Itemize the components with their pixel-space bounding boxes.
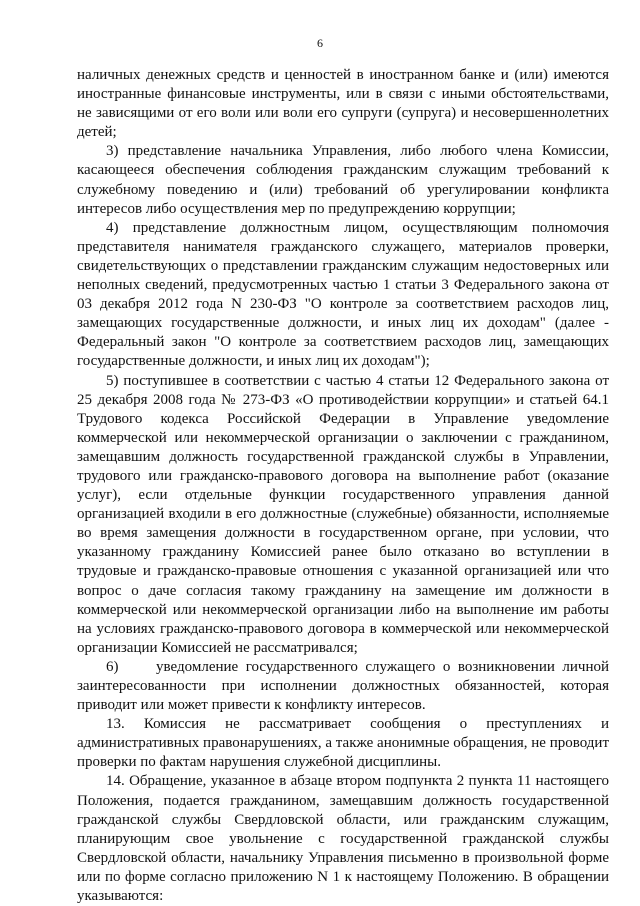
paragraph-item-4: 4) представление должностным лицом, осуществляющим полномочия представителя нанимателя гражданского служащего, материалов проверки, свидетельствующих о представлении гражданским служащим недостоверных или неполных сведений, предусмотренных частью 1 статьи 3 Федерального закона от 03 декабря 2012 года N 230-ФЗ "О контроле за соответствием расходов лиц, замещающих государственные должности, и иных лиц их доходам" (далее - Федеральный закон "О контроле за соответствием расходов лиц, замещающих государственные должности, и иных лиц их доходам"); — [77, 219, 609, 370]
paragraph-clause-14: 14. Обращение, указанное в абзаце втором подпункта 2 пункта 11 настоящего Положения, подается гражданином, замещавшим должность государственной гражданской службы Свердловской области, или гражданским служащим, планирующим свое увольнение с государственной гражданской службы Свердловской области, начальнику Управления письменно в произвольной форме или по форме согласно приложению N 1 к настоящему Положению. В обращении указываются: — [77, 773, 609, 905]
paragraph-continuation: наличных денежных средств и ценностей в иностранном банке и (или) имеются иностранные финансовые инструменты, или в связи с иными обстоятельствами, не зависящими от его воли или воли его супруги (супруга) и несовершеннолетних детей; — [77, 67, 609, 141]
paragraph-item-3: 3) представление начальника Управления, либо любого члена Комиссии, касающееся обеспечения соблюдения гражданским служащим требований к служебному поведению и (или) требований об урегулировании конфликта интересов либо осуществления мер по предупреждению коррупции; — [77, 143, 609, 217]
document-body — [77, 66, 609, 906]
page-number: 6 — [317, 36, 323, 50]
paragraph-item-5: 5) поступившее в соответствии с частью 4 статьи 12 Федерального закона от 25 декабря 2008 года № 273-ФЗ «О противодействии коррупции» и статьей 64.1 Трудового кодекса Российской Федерации в Управление уведомление коммерческой или некоммерческой организации о заключении с гражданином, замещавшим должность государственной гражданской службы в Управлении, трудового или гражданско-правового договора на выполнение работ (оказание услуг), если отдельные функции государственного управления данной организацией входили в его должностные (служебные) обязанности, исполняемые во время замещения должности в государственном органе, при условии, что указанному гражданину Комиссией ранее было отказано во вступлении в трудовые и гражданско-правовые отношения с указанной организацией или что вопрос о даче согласия такому гражданину на замещение им должности в коммерческой или некоммерческой организации либо на выполнение им работы на условиях гражданско-правового договора в коммерческой или некоммерческой организации Комиссией не рассматривался; — [77, 372, 609, 656]
paragraph-item-6: 6) уведомление государственного служащего о возникновении личной заинтересованности при исполнении должностных обязанностей, которая приводит или может привести к конфликту интересов. — [77, 658, 609, 714]
paragraph-clause-13: 13. Комиссия не рассматривает сообщения о преступлениях и административных правонарушениях, а также анонимные обращения, не проводит проверки по фактам нарушения служебной дисциплины. — [77, 716, 609, 771]
